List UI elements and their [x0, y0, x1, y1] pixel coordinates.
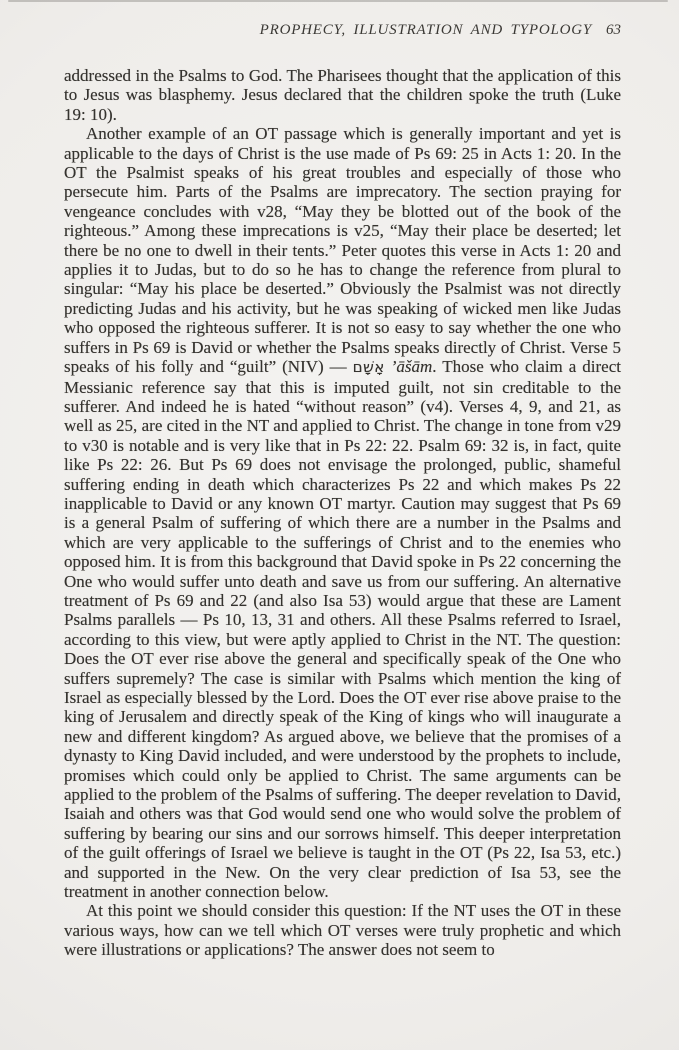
hebrew-transliteration: ’āšām: [384, 357, 433, 377]
paragraph-segment: . Those who claim a direct Messianic reference say that this is imputed guilt, not sin creditable to the sufferer. And indeed he is hated “without reason” (v4). Verses 4, 9, and 21, as well as 25, are cited in the NT and applied to Christ. The change in tone from v29 to v30 is notable and is very like that in Ps 22: 22. Psalm 69: 32 is, in fact, quite like Ps 22: 26. But Ps 69 does not envisage the prolonged, public, shameful suffering ending in death which characterizes Ps 22 and which makes Ps 22 inapplicable to David or any known OT martyr. Caution may suggest that Ps 69 is a general Psalm of suffering of which there are a number in the Psalms and which are very applicable to the sufferings of Christ and to the enemies who opposed him. It is from this background that David spoke in Ps 22 concerning the One who would suffer unto death and save us from our suffering. An alternative treatment of Ps 69 and 22 (and also Isa 53) would argue that these are Lament Psalms parallels — Ps 10, 13, 31 and others. All these Psalms referred to Israel, according to this view, but were aptly applied to Christ in the NT. The question: Does the OT ever rise above the general and specifically speak of the One who suffers supremely? The case is similar with Psalms which mention the king of Israel as especially blessed by the Lord. Does the OT ever rise above praise to the king of Jerusalem and directly speak of the King of kings who will inaugurate a new and different kingdom? As argued above, we believe that the promises of a dynasty to King David included, and were understood by the prophets to include, promises which could only be applied to Christ. The same arguments can be applied to the problem of the Psalms of suffering. The deeper revelation to David, Isaiah and others was that God would send one who would solve the problem of suffering by bearing our sins and our sorrows himself. This deeper interpretation of the guilt offerings of Israel we believe is taught in the OT (Ps 22, Isa 53, etc.) and supported in the New. On the very clear prediction of Isa 53, see the treatment in another connection below.: [64, 357, 621, 902]
page-number: 63: [606, 22, 621, 38]
paragraph-ot-example: [64, 124, 621, 901]
paragraph-question: At this point we should consider this question: If the NT uses the OT in these various ways, how can we tell which OT verses were truly prophetic and which were illustrations or applications? The answer does not seem to: [64, 901, 621, 960]
hebrew-word: אָשָׁם: [352, 358, 385, 377]
running-head-title: PROPHECY, ILLUSTRATION AND TYPOLOGY: [259, 22, 592, 38]
page-body: [64, 66, 621, 960]
paragraph-continuation: addressed in the Psalms to God. The Pharisees thought that the application of this to Jesus was blasphemy. Jesus declared that the children spoke the truth (Luke 19: 10).: [64, 66, 621, 124]
running-head: [64, 22, 621, 39]
scan-artifact-line: [8, 0, 668, 2]
paragraph-segment: Another example of an OT passage which is generally important and yet is applicable to the days of Christ is the use made of Ps 69: 25 in Acts 1: 20. In the OT the Psalmist speaks of his great troubles and especially of those who persecute him. Parts of the Psalms are imprecatory. The section praying for vengeance concludes with v28, “May they be blotted out of the book of the righteous.” Among these imprecations is v25, “May their place be deserted; let there be no one to dwell in their tents.” Peter quotes this verse in Acts 1: 20 and applies it to Judas, but to do so he has to change the reference from plural to singular: “May his place be deserted.” Obviously the Psalmist was not directly predicting Judas and his activity, but he was speaking of wicked men like Judas who opposed the righteous sufferer. It is not so easy to say whether the one who suffers in Ps 69 is David or whether the Psalms speaks directly of Christ. Verse 5 speaks of his folly and “guilt” (NIV) —: [64, 124, 621, 377]
